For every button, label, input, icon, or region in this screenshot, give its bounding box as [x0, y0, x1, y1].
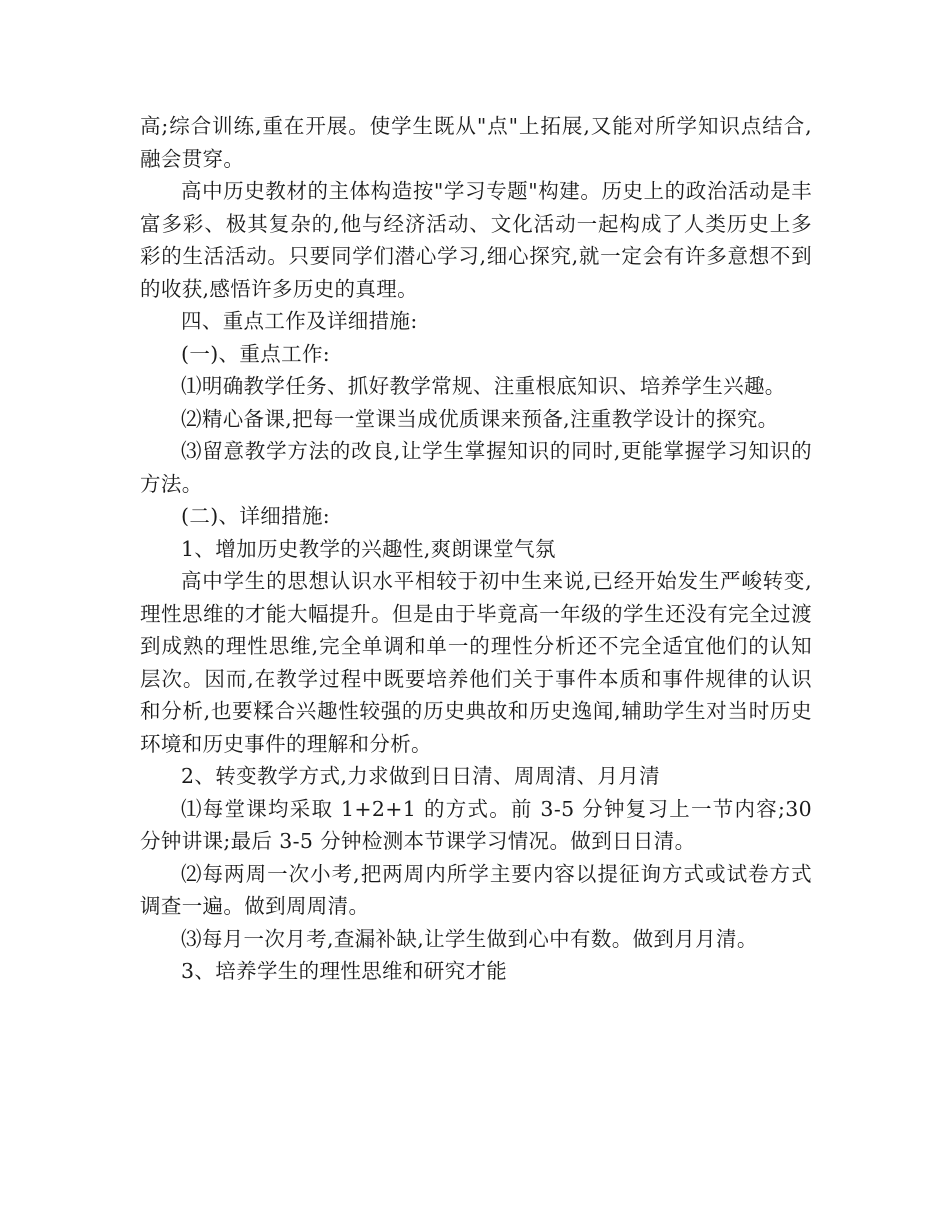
- paragraph-measure-1: 高中学生的思想认识水平相较于初中生来说,已经开始发生严峻转变,理性思维的才能大幅提升。但是由于毕竟高一年级的学生还没有完全过渡到成熟的理性思维,完全单调和单一的理性分析还不完全适宜他们的认知层次。因而,在教学过程中既要培养他们关于事件本质和事件规律的认识和分析,也要糅合兴趣性较强的历史典故和历史逸闻,辅助学生对当时历史环境和历史事件的理解和分析。: [140, 569, 812, 756]
- list-item-3: ⑶留意教学方法的改良,让学生掌握知识的同时,更能掌握学习知识的方法。: [140, 439, 812, 496]
- subsection-heading-2: (二)、详细措施:: [181, 504, 331, 528]
- paragraph-1: 高;综合训练,重在开展。使学生既从"点"上拓展,又能对所学知识点结合,融会贯穿。: [140, 114, 812, 171]
- measure-heading-1: 1、增加历史教学的兴趣性,爽朗课堂气氛: [181, 536, 556, 561]
- measure-heading-2: 2、转变教学方式,力求做到日日清、周周清、月月清: [181, 764, 660, 788]
- measure-item-3: ⑶每月一次月考,查漏补缺,让学生做到心中有数。做到月月清。: [181, 926, 758, 951]
- document-body: [140, 110, 812, 988]
- list-item-1: ⑴明确教学任务、抓好教学常规、注重根底知识、培养学生兴趣。: [181, 374, 786, 398]
- measure-heading-3: 3、培养学生的理性思维和研究才能: [181, 959, 508, 983]
- list-item-2: ⑵精心备课,把每一堂课当成优质课来预备,注重教学设计的探究。: [181, 406, 779, 431]
- measure-item-2: ⑵每两周一次小考,把两周内所学主要内容以提征询方式或试卷方式调查一遍。做到周周清。: [140, 861, 812, 918]
- paragraph-2: 高中历史教材的主体构造按"学习专题"构建。历史上的政治活动是丰富多彩、极其复杂的,他与经济活动、文化活动一起构成了人类历史上多彩的生活活动。只要同学们潜心学习,细心探究,就一定会有许多意想不到的收获,感悟许多历史的真理。: [140, 179, 812, 301]
- subsection-heading-1: (一)、重点工作:: [181, 341, 331, 366]
- measure-item-1: ⑴每堂课均采取 1+2+1 的方式。前 3-5 分钟复习上一节内容;30 分钟讲课;最后 3-5 分钟检测本节课学习情况。做到日日清。: [140, 796, 812, 853]
- section-heading-4: 四、重点工作及详细措施:: [181, 309, 418, 333]
